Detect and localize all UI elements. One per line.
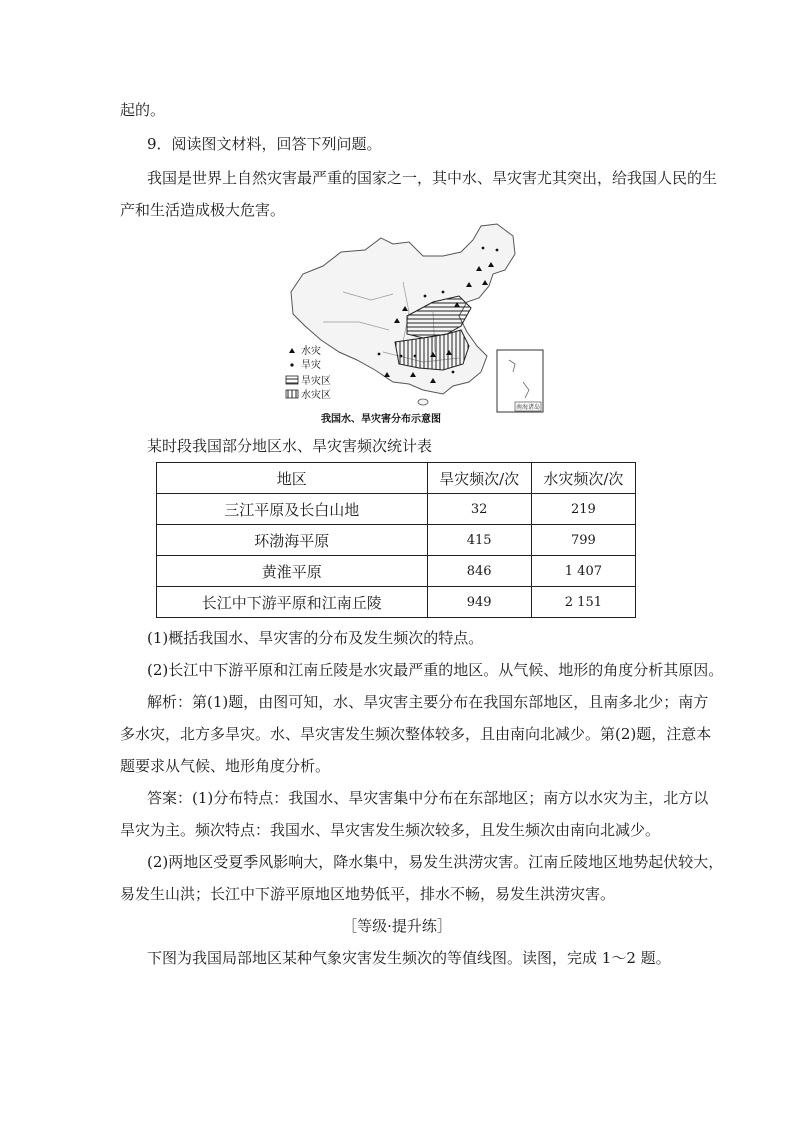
inset-label: 南海诸岛: [515, 404, 541, 411]
text-line: 起的。: [120, 101, 166, 119]
cell-region: 黄淮平原: [157, 556, 428, 587]
answer-line-4: 易发生山洪；长江中下游平原地区地势低平，排水不畅，易发生洪涝灾害。: [120, 885, 616, 903]
table-title: 某时段我国部分地区水、旱灾害频次统计表: [147, 437, 433, 455]
analysis-line-1: 解析：第(1)题，由图可知，水、旱灾害主要分布在我国东部地区，且南多北少；南方: [147, 693, 709, 711]
question-1: (1)概括我国水、旱灾害的分布及发生频次的特点。: [147, 629, 484, 647]
cell-flood: 1 407: [531, 556, 635, 587]
cell-region: 三江平原及长白山地: [157, 494, 428, 525]
section-title: ［等级·提升练］: [342, 917, 452, 935]
china-map-figure: [283, 222, 547, 427]
answer-line-3: (2)两地区受夏季风影响大，降水集中，易发生洪涝灾害。江南丘陵地区地势起伏较大，: [147, 853, 724, 871]
china-outline: [291, 224, 515, 394]
legend-flood-point-label: 水灾: [301, 346, 321, 357]
cell-flood: 2 151: [531, 587, 635, 618]
table-row: [157, 587, 636, 618]
legend-drought-area-label: 旱灾区: [301, 376, 331, 387]
analysis-line-2: 多水灾，北方多旱灾。水、旱灾害发生频次整体较多，且由南向北减少。第(2)题，注意本: [120, 725, 712, 743]
cell-drought: 846: [427, 556, 531, 587]
question-9-heading: 9．阅读图文材料，回答下列问题。: [147, 135, 382, 153]
table-header-row: [157, 463, 636, 494]
next-intro: 下图为我国局部地区某种气象灾害发生频次的等值线图。读图，完成 1～2 题。: [147, 949, 671, 967]
analysis-line-3: 题要求从气候、地形角度分析。: [120, 757, 331, 775]
frequency-table: [156, 462, 636, 618]
intro-paragraph-line-2: 产和生活造成极大危害。: [120, 201, 286, 219]
cell-region: 环渤海平原: [157, 525, 428, 556]
legend-drought-point-label: 旱灾: [301, 360, 321, 371]
answer-line-2: 旱灾为主。频次特点：我国水、旱灾害发生频次较多，且发生频次由南向北减少。: [120, 821, 661, 839]
header-region: 地区: [157, 463, 428, 494]
header-flood: 水灾频次/次: [531, 463, 635, 494]
table-row: [157, 525, 636, 556]
disaster-distribution-map: [283, 222, 547, 427]
cell-drought: 32: [427, 494, 531, 525]
table-row: [157, 556, 636, 587]
answer-line-1: 答案：(1)分布特点：我国水、旱灾害集中分布在东部地区；南方以水灾为主，北方以: [147, 789, 709, 807]
map-caption: 我国水、旱灾害分布示意图: [321, 414, 441, 425]
cell-drought: 415: [427, 525, 531, 556]
header-drought: 旱灾频次/次: [427, 463, 531, 494]
map-legend: [286, 344, 331, 401]
question-2: (2)长江中下游平原和江南丘陵是水灾最严重的地区。从气候、地形的角度分析其原因。: [147, 661, 724, 679]
intro-paragraph-line-1: 我国是世界上自然灾害最严重的国家之一，其中水、旱灾害尤其突出，给我国人民的生: [147, 169, 718, 187]
cell-flood: 219: [531, 494, 635, 525]
cell-drought: 949: [427, 587, 531, 618]
legend-flood-area-label: 水灾区: [301, 390, 331, 401]
cell-region: 长江中下游平原和江南丘陵: [157, 587, 428, 618]
cell-flood: 799: [531, 525, 635, 556]
table-row: [157, 494, 636, 525]
